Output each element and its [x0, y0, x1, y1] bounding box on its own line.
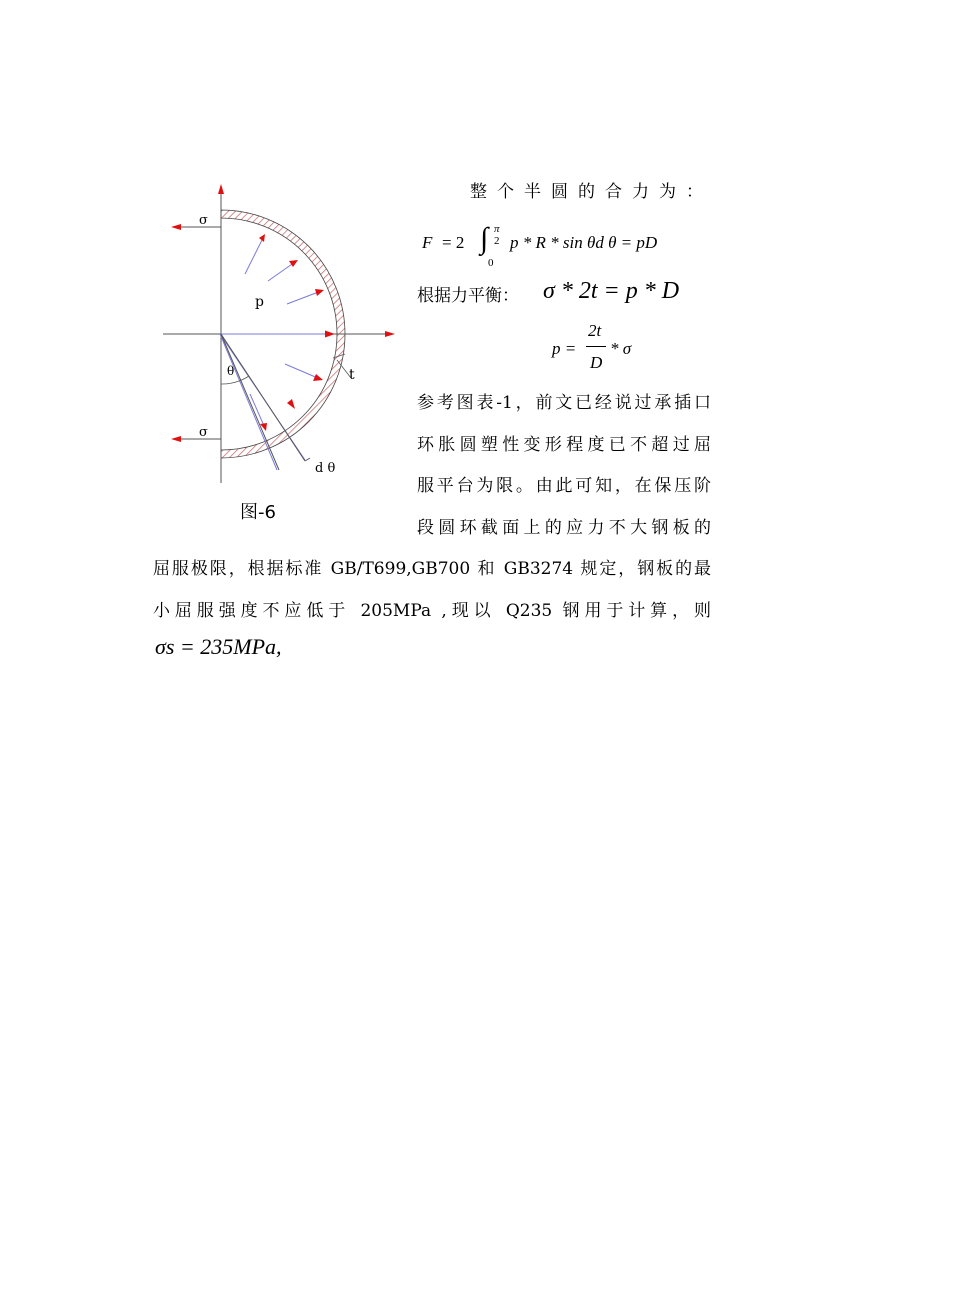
balance-label: 根据力平衡：: [417, 286, 519, 306]
dtheta-cap: [305, 458, 310, 461]
half-ring-diagram: [155, 178, 405, 498]
pressure-arrow: [289, 260, 298, 267]
horizontal-axis-arrow: [385, 331, 395, 337]
eq-force-upper: π: [494, 223, 500, 235]
force-equation: [422, 222, 722, 269]
eq-force-eq: = 2: [442, 233, 465, 252]
paragraph-line-6: 小屈服强度不应低于 205MPa ,现以 Q235 钢用于计算，则: [153, 601, 711, 621]
pressure-arrow: [313, 374, 323, 381]
pressure-arrows: [220, 238, 321, 470]
theta-arc: [221, 376, 249, 384]
eq-force-F: F: [422, 233, 433, 252]
eq-p-num: 2t: [588, 321, 602, 340]
heading-line: 整个半圆的合力为：: [470, 182, 713, 202]
t-label: t: [349, 367, 355, 383]
figure-caption: 图-6: [240, 502, 276, 523]
sigma-top-arrow: [171, 224, 181, 230]
eq-force-body: p * R * sin θd θ = pD: [510, 233, 658, 252]
vertical-axis-arrow: [218, 184, 224, 194]
paragraph-line-1: 参考图表-1，前文已经说过承插口: [417, 393, 711, 413]
sigma-top-label: σ: [199, 213, 208, 228]
pressure-arrow: [287, 399, 295, 409]
paragraph-line-5: 屈服极限，根据标准 GB/T699,GB700 和 GB3274 规定，钢板的最: [153, 559, 711, 579]
balance-equation: σ * 2t = p * D: [543, 278, 680, 304]
paragraph-line-2: 环胀圆塑性变形程度已不超过屈: [417, 435, 711, 455]
eq-p-den: D: [590, 353, 603, 372]
pressure-arrow: [315, 289, 324, 296]
pressure-equation: [552, 320, 672, 376]
p-label: p: [255, 294, 264, 310]
integral-sign: ∫: [480, 222, 489, 255]
paragraph-line-3: 服平台为限。由此可知，在保压阶: [417, 476, 711, 496]
theta-label: θ: [227, 364, 235, 378]
pressure-arrow-right: [325, 331, 335, 338]
yield-stress-equation: σs = 235MPa,: [155, 634, 282, 659]
eq-p-rhs: * σ: [610, 339, 632, 358]
sigma-bottom-arrow: [171, 436, 181, 442]
eq-force-lower: 0: [488, 257, 494, 269]
dtheta-label: d θ: [315, 461, 336, 476]
eq-force-upper-den: 2: [494, 235, 500, 247]
paragraph-line-4: 段圆环截面上的应力不大钢板的: [417, 518, 711, 538]
eq-p-lhs: p =: [552, 339, 577, 358]
sigma-bottom-label: σ: [199, 425, 208, 440]
fraction-bar: [586, 346, 606, 347]
